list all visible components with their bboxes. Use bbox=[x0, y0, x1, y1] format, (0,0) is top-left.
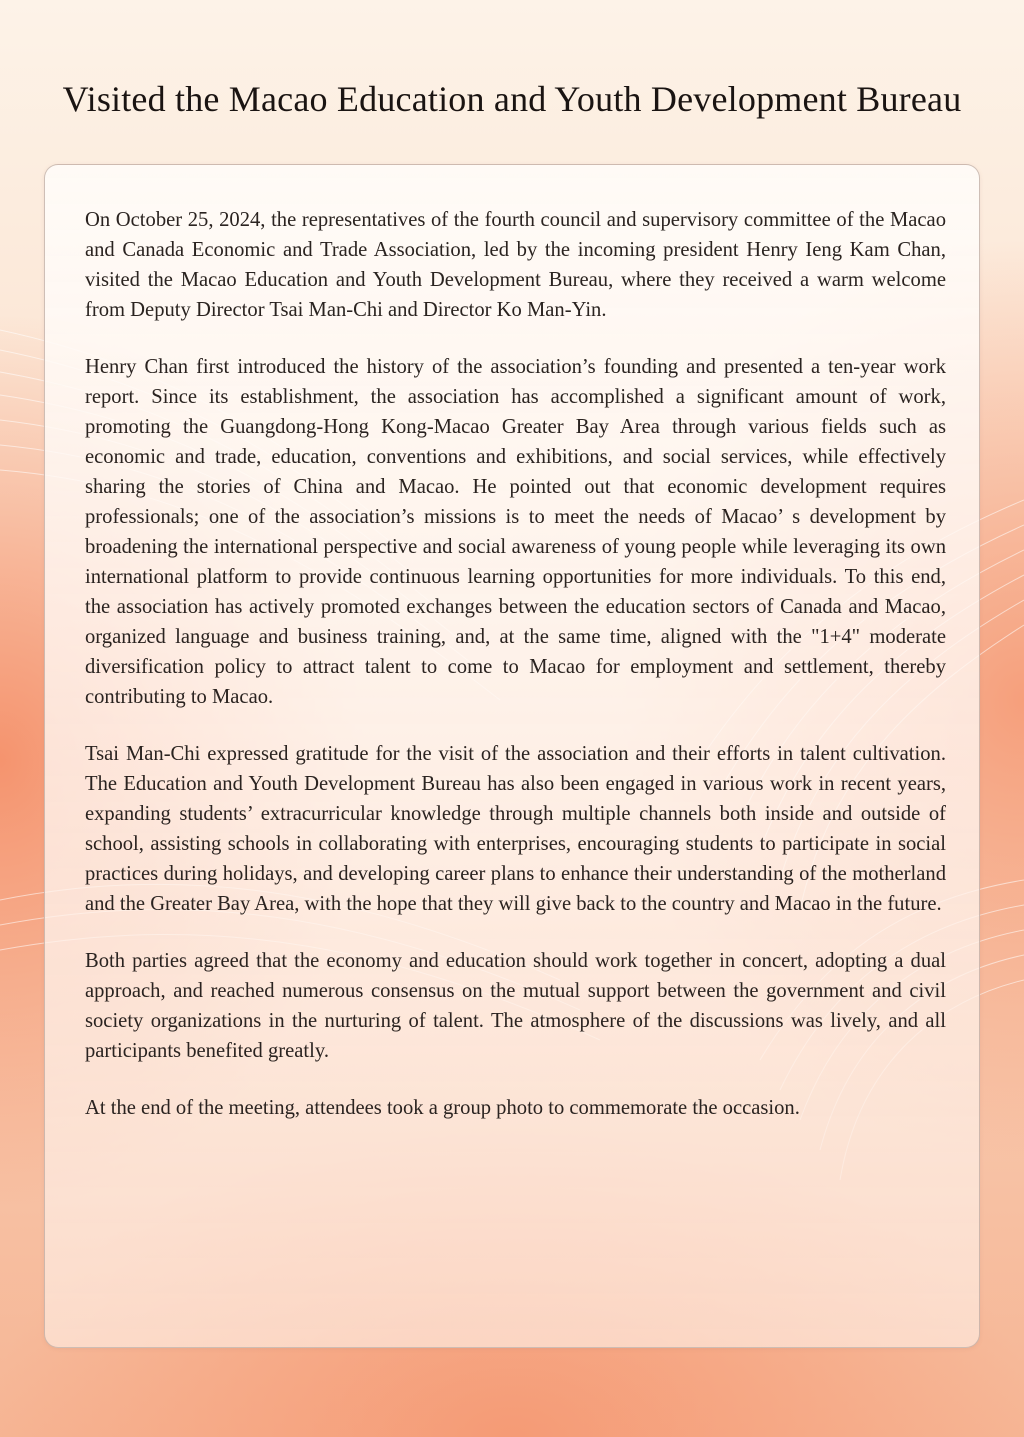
paragraph-5: At the end of the meeting, attendees took a group photo to commemorate the occasion. bbox=[85, 1097, 800, 1119]
page-title: Visited the Macao Education and Youth Development Bureau bbox=[62, 79, 962, 119]
paragraph-1: On October 25, 2024, the representatives of the fourth council and supervisory committee of the Macao and Canada Economic and Trade Association, led by the incoming president Henry Ieng Kam Chan, visited the Macao Education and Youth Development Bureau, where they received a warm welcome from Deputy Director Tsai Man-Chi and Director Ko Man-Yin. bbox=[85, 209, 946, 321]
article-body bbox=[85, 205, 946, 1150]
paragraph-3: Tsai Man-Chi expressed gratitude for the visit of the association and their efforts in talent cultivation. The Education and Youth Development Bureau has also been engaged in various work in recent years, expanding students’ extracurricular knowledge through multiple channels both inside and outside of school, assisting schools in collaborating with enterprises, encouraging students to participate in social practices during holidays, and developing career plans to enhance their understanding of the motherland and the Greater Bay Area, with the hope that they will give back to the country and Macao in the future. bbox=[85, 743, 946, 915]
paragraph-2: Henry Chan first introduced the history of the association’s founding and presented a ten-year work report. Since its establishment, the association has accomplished a significant amount of work, promoting the Guangdong-Hong Kong-Macao Greater Bay Area through various fields such as economic and trade, education, conventions and exhibitions, and social services, while effectively sharing the stories of China and Macao. He pointed out that economic development requires professionals; one of the association’s missions is to meet the needs of Macao’ s development by broadening the international perspective and social awareness of young people while leveraging its own international platform to provide continuous learning opportunities for more individuals. To this end, the association has actively promoted exchanges between the education sectors of Canada and Macao, organized language and business training, and, at the same time, aligned with the "1+4" moderate diversification policy to attract talent to come to Macao for employment and settlement, thereby contributing to Macao. bbox=[85, 356, 946, 708]
article-panel bbox=[44, 164, 980, 1348]
paragraph-4: Both parties agreed that the economy and education should work together in concert, adopting a dual approach, and reached numerous consensus on the mutual support between the government and civil society organizations in the nurturing of talent. The atmosphere of the discussions was lively, and all participants benefited greatly. bbox=[85, 950, 946, 1062]
